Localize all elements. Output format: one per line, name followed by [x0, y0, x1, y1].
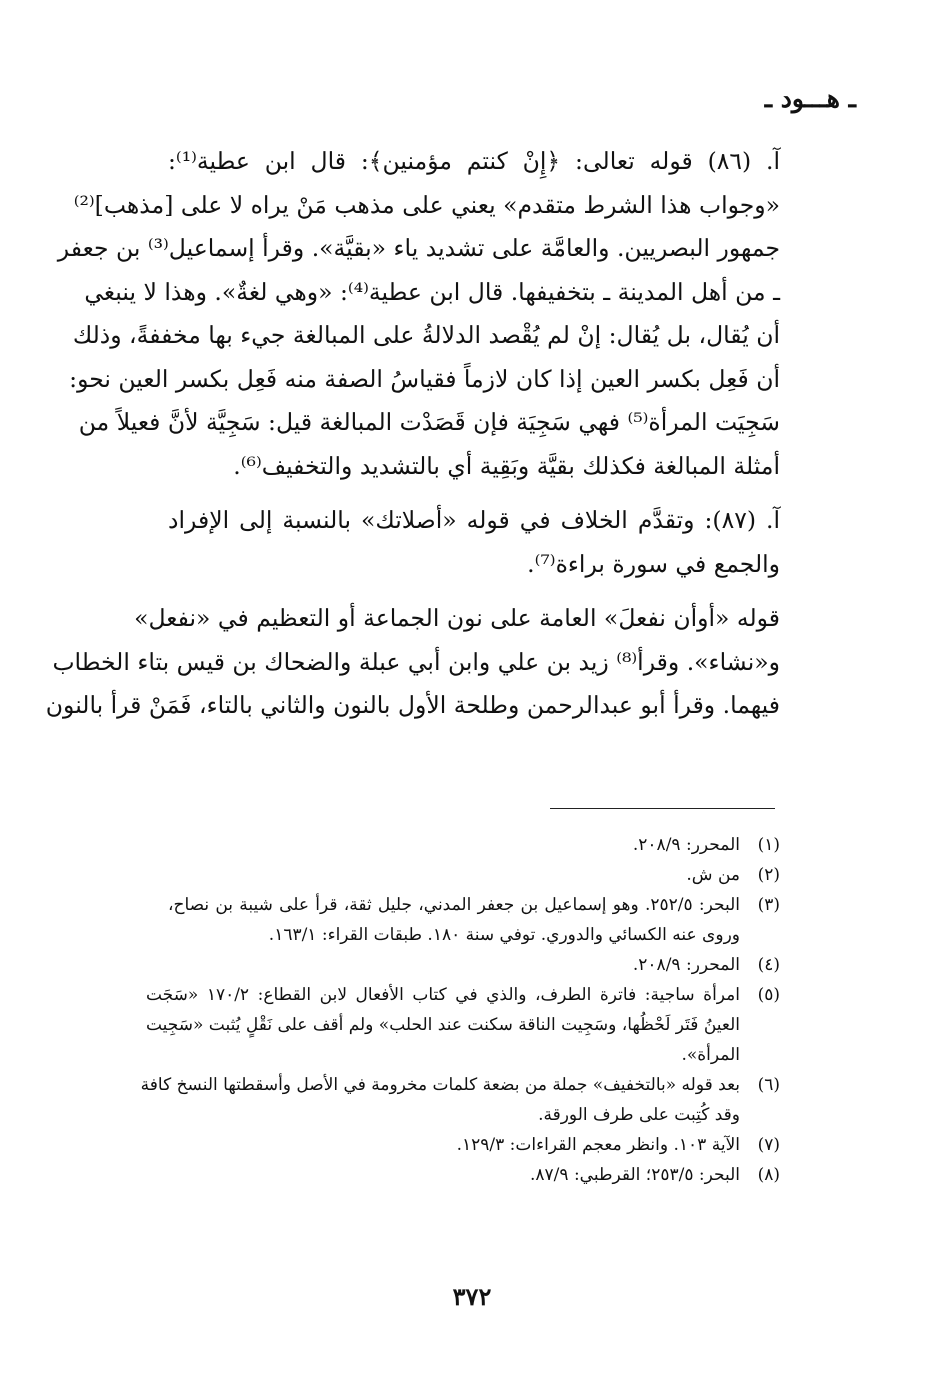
footnote-separator: [550, 808, 775, 809]
paragraph-naf-al: [45, 597, 780, 728]
footnote-text: [168, 1160, 740, 1190]
footnote-text: [146, 980, 740, 1070]
footnote-text: [168, 950, 740, 980]
text-line: والجمع في سورة براءة⁽⁷⁾.: [527, 549, 780, 578]
footnote-line: بعد قوله «بالتخفيف» جملة من بضعة كلمات مخرومة في الأصل وأسقطتها النسخ كافة: [140, 1075, 740, 1095]
footnote-8: [168, 1160, 780, 1190]
footnote-5: [145, 980, 780, 1070]
footnote-number: (٦): [757, 1075, 780, 1095]
footnote-line: وروى عنه الكسائي والدوري. توفي سنة ١٨٠. طبقات القراء: ١٦٣/١.: [268, 925, 740, 945]
footnote-number: (١): [757, 835, 780, 855]
footnote-line: الآية ١٠٣. وانظر معجم القراءات: ١٢٩/٣.: [456, 1135, 740, 1155]
footnote-number: (٣): [757, 895, 780, 915]
running-header: ـ هـــود ـ: [764, 84, 856, 113]
text-line: «وجواب هذا الشرط متقدم» يعني على مذهب مَنْ يراه لا على [مذهب]⁽²⁾: [73, 190, 780, 219]
text-line: أمثلة المبالغة فكذلك بقيَّة وبَقِية أي بالتشديد والتخفيف⁽⁶⁾.: [233, 451, 780, 480]
text-line: جمهور البصريين. والعامَّة على تشديد ياء «بقيَّة». وقرأ إسماعيل⁽³⁾ بن جعفر: [57, 234, 780, 262]
footnote-number: (٧): [757, 1135, 780, 1155]
footnote-number: (٨): [757, 1165, 780, 1185]
text-line: و«نشاء». وقرأ⁽⁸⁾ زيد بن علي وابن أبي عبلة والضحاك بن قيس بتاء الخطاب: [52, 647, 780, 676]
text-line: ـ من أهل المدينة ـ بتخفيفها. قال ابن عطية⁽⁴⁾: «وهي لغةٌ». وهذا لا ينبغي: [84, 277, 780, 306]
footnote-text: [168, 1130, 740, 1160]
footnote-2: [168, 860, 780, 890]
text-line: أن فَعِل بكسر العين إذا كان لازماً فقياسُ الصفة منه فَعِل بكسر العين نحو:: [69, 364, 780, 393]
text-line: أن يُقال، بل يُقال: إنْ لم يُقْصد الدلالةُ على المبالغة جيء بها مخففةً، وذلك: [72, 321, 780, 349]
text-line: سَجِيَت المرأة⁽⁵⁾ فهي سَجِيَة فإن قَصَدْت المبالغة قيل: سَجِيَّة لأنَّ فعيلاً من: [78, 408, 780, 436]
footnote-number: (٢): [757, 865, 780, 885]
footnote-text: [168, 890, 740, 950]
text-line: قوله «أوأن نفعلَ» العامة على نون الجماعة أو التعظيم في «نفعل»: [134, 604, 780, 632]
paragraph-verse-87: [168, 499, 780, 586]
footnote-3: [168, 890, 780, 950]
footnotes: [140, 830, 780, 1190]
text-line: آ. (٨٦) قوله تعالى: ﴿إِنْ كنتم مؤمنين﴾: قال ابن عطية⁽¹⁾:: [168, 147, 780, 175]
footnote-line: المرأة».: [681, 1045, 740, 1065]
footnote-line: البحر: ٢٥٣/٥؛ القرطبي: ٨٧/٩.: [530, 1165, 740, 1185]
footnote-text: [168, 860, 740, 890]
footnote-line: العينُ فَتَر لَحْظُها، وسَجِيت الناقة سكنت عند الحلب» ولم أقف على نَقْلٍ يُثبت «سَجِيت: [145, 1015, 740, 1035]
main-text: [45, 140, 780, 728]
footnote-line: المحرر: ٢٠٨/٩.: [632, 955, 740, 975]
text-line: آ. (٨٧): وتقدَّم الخلاف في قوله «أصلاتك» بالنسبة إلى الإفراد: [168, 506, 780, 534]
footnote-line: وقد كُتِبت على طرف الورقة.: [538, 1105, 740, 1125]
footnote-6: [140, 1070, 780, 1130]
footnote-number: (٥): [757, 985, 780, 1005]
footnote-1: [168, 830, 780, 860]
footnote-line: المحرر: ٢٠٨/٩.: [632, 835, 740, 855]
footnote-4: [168, 950, 780, 980]
text-line: فيهما. وقرأ أبو عبدالرحمن وطلحة الأول بالنون والثاني بالتاء، فَمَنْ قرأ بالنون: [45, 691, 780, 719]
page-number: ٣٧٢: [452, 1282, 492, 1311]
footnote-line: البحر: ٢٥٢/٥. وهو إسماعيل بن جعفر المدني، جليل ثقة، قرأ على شيبة بن نصاح،: [168, 895, 740, 915]
footnote-text: [141, 1070, 740, 1130]
footnote-number: (٤): [757, 955, 780, 975]
footnote-7: [168, 1130, 780, 1160]
paragraph-verse-86: [57, 140, 780, 488]
footnote-text: [168, 830, 740, 860]
footnote-line: امرأة ساجية: فاترة الطرف، والذي في كتاب الأفعال لابن القطاع: ١٧٠/٢ «سَجَت: [145, 985, 741, 1005]
footnote-line: من ش.: [686, 865, 740, 885]
